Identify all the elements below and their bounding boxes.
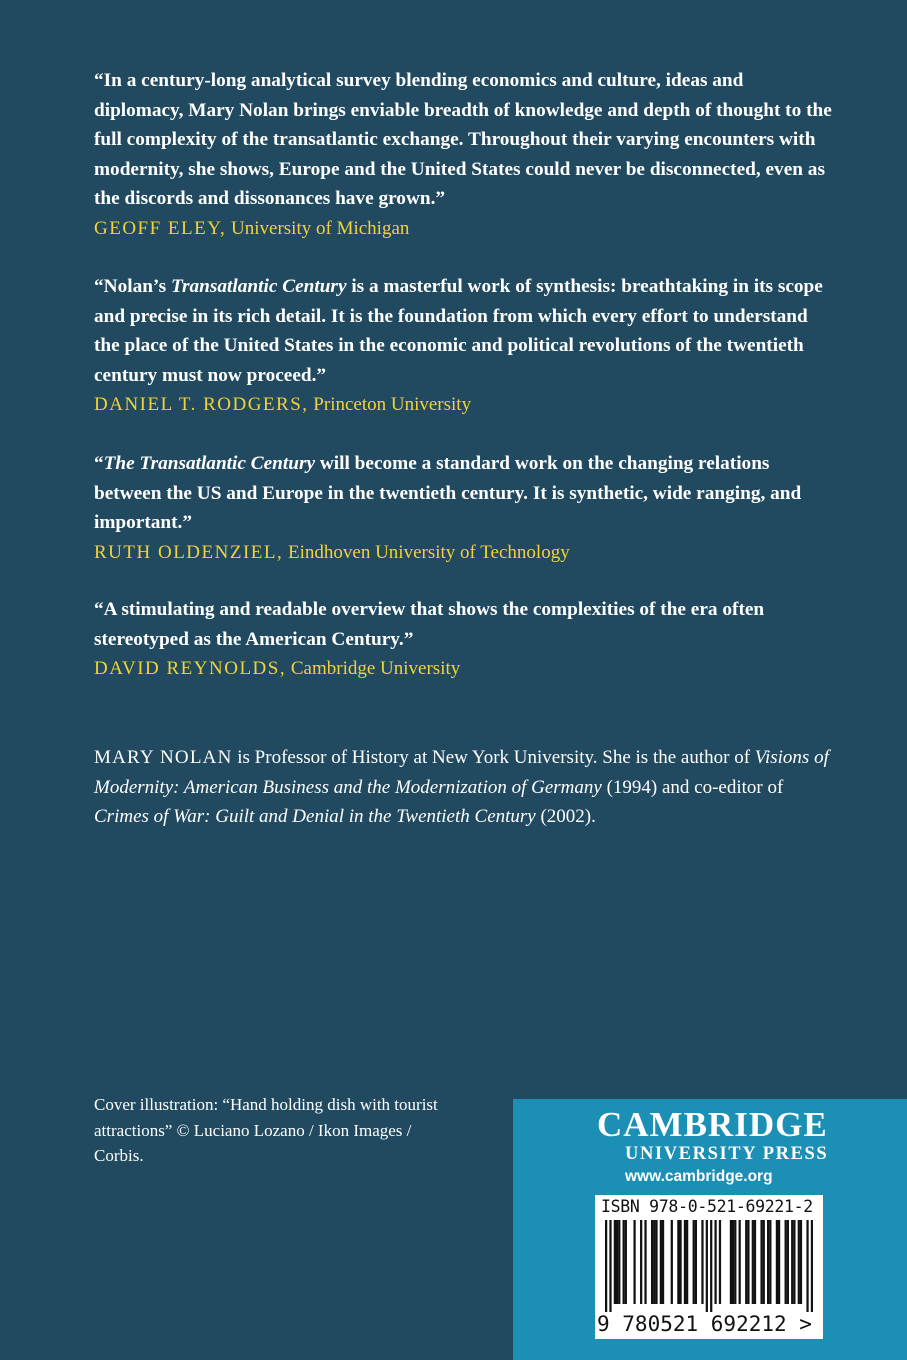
barcode-bars (605, 1220, 813, 1312)
barcode-bar (747, 1220, 749, 1304)
review-quote-1 (94, 66, 834, 243)
reviewer-affiliation: Cambridge University (286, 658, 461, 679)
barcode-bar (677, 1220, 679, 1304)
edited-book-title: Crimes of War: Guilt and Denial in the Twentieth Century (94, 806, 536, 827)
quote-attribution (94, 390, 834, 420)
barcode-bar (653, 1220, 655, 1304)
author-name: MARY NOLAN (94, 747, 233, 768)
book-title: Transatlantic Century (170, 276, 347, 297)
barcode-bar (605, 1220, 607, 1312)
barcode-bar (739, 1220, 741, 1304)
barcode-bar (609, 1220, 611, 1312)
previous-book-title: Visions of Modernity: American Business and the Modernization of Germany (94, 747, 829, 798)
quote-text: “In a century-long analytical survey blending economics and culture, ideas and diplomacy, Mary Nolan brings enviable breadth of knowledge and depth of thought to the full complexity of the transatlantic exchange. Throughout their varying encounters with modernity, she shows, Europe and the United States could never be disconnected, even as the discords and dissonances have grown.” (94, 70, 832, 209)
reviewer-affiliation: Princeton University (308, 394, 472, 415)
barcode-bar (730, 1220, 732, 1304)
barcode-bar (745, 1220, 747, 1304)
barcode-bar (776, 1220, 778, 1304)
quote-attribution (94, 214, 834, 244)
cover-illustration-credit: Cover illustration: “Hand holding dish with tourist attractions” © Luciano Lozano / Ikon Images / Corbis. (94, 1095, 438, 1165)
barcode-bar (616, 1220, 618, 1304)
barcode-bar (644, 1220, 646, 1304)
barcode-bar (633, 1220, 635, 1304)
barcode-bar (734, 1220, 736, 1304)
barcode-bar (651, 1220, 653, 1304)
book-title: The Transatlantic Century (103, 453, 316, 474)
barcode-bar (778, 1220, 780, 1304)
barcode-bar (623, 1220, 625, 1304)
barcode-bar (701, 1220, 703, 1304)
quote-text: “Nolan’s Transatlantic Century is a masterful work of synthesis: breathtaking in its scope and precise in its rich detail. It is the foundation from which every effort to understand the place of the United States in the economic and political revolutions of the twentieth century must now proceed.” (94, 276, 823, 386)
barcode-bar (625, 1220, 627, 1304)
barcode-bar (760, 1220, 762, 1304)
reviewer-name: DANIEL T. RODGERS, (94, 394, 309, 415)
barcode-bar (791, 1220, 793, 1304)
barcode-bar (662, 1220, 664, 1304)
barcode-bar (800, 1220, 802, 1304)
review-quote-2 (94, 272, 834, 420)
publisher-url: www.cambridge.org (625, 1168, 773, 1185)
barcode-bar (660, 1220, 662, 1304)
barcode-bar (719, 1220, 721, 1304)
barcode-bar (655, 1220, 657, 1304)
review-quote-3 (94, 449, 834, 567)
barcode-bar (614, 1220, 616, 1304)
barcode-bar (618, 1220, 620, 1304)
quote-text: “The Transatlantic Century will become a standard work on the changing relations between the US and Europe in the twentieth century. It is synthetic, wide ranging, and important.” (94, 453, 802, 533)
barcode-bar (785, 1220, 787, 1304)
publisher-box (513, 1099, 907, 1360)
barcode-bar (754, 1220, 756, 1304)
barcode-bar (684, 1220, 686, 1304)
publisher-name: CAMBRIDGE (597, 1105, 828, 1144)
barcode-bar (693, 1220, 695, 1304)
reviewer-name: GEOFF ELEY, (94, 217, 227, 239)
barcode-bar (763, 1220, 765, 1304)
reviewer-affiliation: University of Michigan (226, 217, 410, 239)
barcode-bar (695, 1220, 697, 1304)
quote-text: “A stimulating and readable overview that shows the complexities of the era often stereotyped as the American Century.” (94, 599, 765, 650)
barcode-bar (787, 1220, 789, 1304)
isbn-label: ISBN 978-0-521-69221-2 (601, 1197, 813, 1216)
barcode-bar (671, 1220, 673, 1304)
barcode-bar (769, 1220, 771, 1304)
reviewer-name: RUTH OLDENZIEL, (94, 541, 284, 563)
author-bio: MARY NOLAN is Professor of History at New York University. She is the author of Visions of Modernity: American Business and the Modernization of Germany (1994) and co-editor of Crimes of War: Guilt and Denial in the Twentieth Century (2002). (94, 747, 829, 827)
isbn-barcode (595, 1195, 823, 1339)
reviewer-affiliation: Eindhoven University of Technology (283, 541, 570, 563)
barcode-bar (767, 1220, 769, 1304)
barcode-bar (793, 1220, 795, 1304)
publisher-press: UNIVERSITY PRESS (625, 1144, 829, 1164)
barcode-bar (714, 1220, 716, 1304)
barcode-bar (679, 1220, 681, 1304)
barcode-bar (752, 1220, 754, 1304)
quote-attribution (94, 654, 834, 684)
quote-attribution (94, 538, 834, 568)
barcode-bar (710, 1220, 712, 1312)
ean-digits: 9 780521 692212 > (597, 1312, 812, 1336)
barcode-bar (686, 1220, 688, 1304)
review-quote-4 (94, 595, 834, 684)
barcode-bar (806, 1220, 808, 1312)
barcode-bar (732, 1220, 734, 1304)
reviewer-name: DAVID REYNOLDS, (94, 658, 287, 679)
barcode-bar (798, 1220, 800, 1304)
barcode-bar (706, 1220, 708, 1312)
barcode-bar (640, 1220, 642, 1304)
barcode-bar (811, 1220, 813, 1312)
